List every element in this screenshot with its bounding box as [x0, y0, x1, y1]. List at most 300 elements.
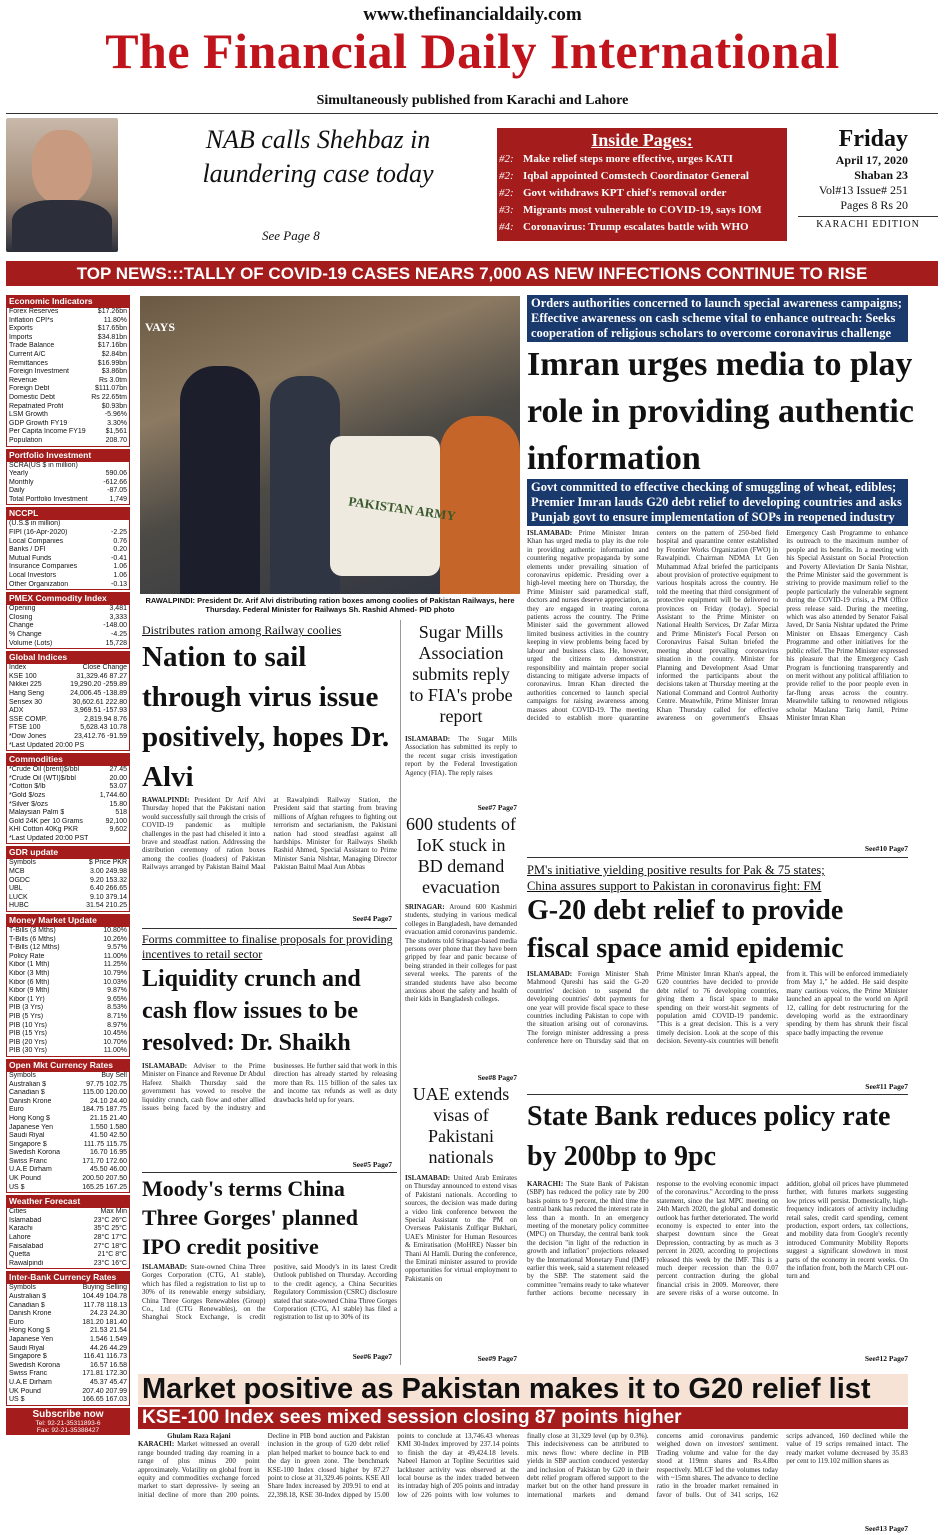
section-rule	[527, 1094, 908, 1095]
sidebar-row-value: $17.65bn	[97, 325, 127, 333]
sidebar-row-label: Change	[9, 622, 34, 630]
top-news-banner[interactable]: TOP NEWS:::TALLY OF COVID-19 CASES NEARS 7,000 AS NEW INFECTIONS CONTINUE TO RISE	[6, 261, 938, 286]
sidebar-row-label: Inflation CPI*s	[9, 316, 54, 324]
sidebar-data-row	[7, 334, 129, 343]
g20-dateline: ISLAMABAD:	[527, 970, 573, 978]
sidebar-row-label: Volume (Lots)	[9, 639, 53, 647]
sidebar-row-value: 15,728	[105, 639, 127, 647]
inside-page-number: #2:	[499, 170, 514, 182]
lead-teaser-see[interactable]: See Page 8	[262, 228, 320, 243]
sidebar-row-label: Kibor (1 Yr)	[9, 995, 45, 1003]
inside-page-item[interactable]	[497, 219, 787, 236]
sidebar-row-label: Hong Kong $	[9, 1327, 50, 1335]
sidebar-row-label: *Crude Oil (WTI)$/bbl	[9, 774, 76, 782]
imran-deck-line: Orders authorities concerned to launch special awareness campaigns;	[531, 296, 902, 310]
sidebar-row-value: 23°C 26°C	[93, 1216, 127, 1224]
sidebar-row-label: PIB (20 Yrs)	[9, 1038, 47, 1046]
bd-body-text: Around 600 Kashmiri students, studying in various medical colleges in Bangladesh, have demanded evacuation amid coronavirus pandemic. The students told Srinagar-based media persons over phone that they have been gripped by fear and panic because of being stranded in their colleges for past several weeks. The parents of the stranded students have also become anxious about the safety and health of their kids in Bangladesh colleges.	[405, 903, 517, 1004]
sidebar-data-row	[7, 1362, 129, 1371]
sidebar-data-row	[7, 783, 129, 792]
sidebar-row-label: T-Bills (12 Mths)	[9, 944, 60, 952]
sbp-body-text: The State Bank of Pakistan (SBP) has reduced the policy rate by 200 basis points to 9 percent, the third time the central bank has reduced the interest rate in less than a month. In an emergency meeting of the monetary policy committee (MPC) on Thursday, the central bank took the decision "in light of the reduction in growth and inflation" projections released by the International Monetary Fund (IMF) earlier this week, said a statement released by the SBP. The statement said the committee "remains ready to take whatever further actions become necessary in response to the evolving economic impact of the coronavirus." According to the press statement, since the last MPC meeting on 24th March 2020, the global and domestic outlook has further deteriorated. The world economy is expected to enter into the sharpest downturn since the Great Depression, contracting by as much as 3 percent in 2020, according to projections released this week by the IMF. This is a much deeper recession than the 0.07 percent contraction during the global financial crisis in 2009. Moreover, there are severe risks of a worse outcome. In addition, global oil prices have plummeted further, with futures markets suggesting low prices will persist. Domestically, high-frequency indicators of activity including retail sales, credit card spending, cement production, export orders, tax collections, and mobility data from Google's recently introduced Community Mobility Reports suggest a significant slowdown in most parts of the economy in recent weeks. On the inflation front, both the March CPI out-turn and	[527, 1180, 908, 1298]
market-body-text: Market witnessed an overall range bounded trading day roaming in a range of plus minus 200 point approximately. Volatility on global front in equity and commodities exchange forced market to start depressive- ly seeing an initial decline of more than 200 points. Decline in PIB bond auction and Pakistan inclusion in the group of G20 debt relief plan helped market to bounce back to end the day in green zone. The benchmark KSE-100 Index closed higher by 87.27 point to close at 31,329.46 points. KSE All Share Index increased by 209.91 to end at 22,398.18, KSE 30-Index dipped by 15.00 points to conclude at 13,746.43 whereas KMI 30-Index improved by 237.14 points to finish the day at 49,424.18 levels. Nabeel Haroon at Topline Securities said lackluster activity was observed at the local bourse as the index traded between its intraday high of 205 points and intraday low of 226 points with low volumes to finally close at 31,329 level (up by 0.3%). This indecisiveness can be attributed to mix news flow: where decline in PIB yields in SBP auction conduced yesterday and inclusion of Pakistan by G20 in their debt relief program offered support to the market but on the other hand pressure in international markets and demand concerns amid coronavirus pandemic weighed down on investors' sentiment. Trading volume and value for the day stood at 119mn shares and Rs.4.8bn respectively. MLCF led the volumes today with ~15mn shares. The advance to decline ratio in the broader market remained in favor of bulls. Out of 341 scrips, 162 scrips advanced, 160 declined while the value of 19 scrips remained intact. The ready market volume decreased by 35.83 per cent to 119.102 million shares as	[138, 1432, 908, 1499]
sidebar-data-row	[7, 437, 129, 446]
g20-body	[527, 970, 908, 1080]
issue-pages-price: Pages 8 Rs 20	[840, 198, 908, 212]
sidebar-row-label: Repatriated Profit	[9, 402, 64, 410]
sidebar-row-label: Rawalpindi	[9, 1259, 44, 1267]
sidebar-row-label: Lahore	[9, 1234, 31, 1242]
sidebar-data-row	[7, 970, 129, 979]
sidebar-row-value: 184.75 187.75	[82, 1106, 127, 1114]
sidebar-data-row	[7, 360, 129, 369]
imran-deck-2	[527, 479, 908, 526]
sidebar-row-label: HUBC	[9, 902, 29, 910]
sidebar-data-row	[7, 1124, 129, 1133]
moodys-body-text: State-owned China Three Gorges Corporation (CTG, A1 stable), which has filed a registration to list up to 30% of its renewable energy subsidiary, China Three Gorges Renewables (Group) Co., Ltd (CTG Renewables), on the Shanghai Stock Exchange, is credit positive, said Moody's in its latest Credit Outlook published on Thursday. According to the credit agency, a China Securities Regulatory Commission (CSRC) disclosure stated that state-owned China Three Gorges Corporation (CTG, A1 stable) has filed a registration to list up to 30% of its	[142, 1263, 397, 1322]
issue-date: April 17, 2020	[835, 153, 908, 167]
sidebar-row-value: Max Min	[100, 1208, 127, 1216]
sidebar-data-row	[7, 1039, 129, 1048]
sidebar-row-label: Swedish Korona	[9, 1361, 60, 1369]
sidebar-row-value: 0.20	[113, 546, 127, 554]
sidebar-data-row	[7, 927, 129, 936]
sidebar-data-row	[7, 317, 129, 326]
sidebar-row-label: Symbols	[9, 859, 36, 867]
sidebar-data-row	[7, 411, 129, 420]
sidebar-row-label: Kibor (6 Mth)	[9, 978, 50, 986]
sidebar-data-row	[7, 885, 129, 894]
sidebar-row-value: Buy Sell	[101, 1071, 127, 1079]
sidebar-row-label: Swiss Franc	[9, 1370, 48, 1378]
sidebar-row-label: Other Organization	[9, 580, 69, 588]
shehbaz-portrait-image	[6, 118, 118, 252]
market-see-more[interactable]: See#13 Page7	[864, 1524, 908, 1533]
sidebar-row-value: 15.80	[109, 800, 127, 808]
sidebar-row-value: 11.00%	[103, 952, 127, 960]
sidebar-data-row	[7, 470, 129, 479]
sidebar-row-value: 207.40 207.99	[82, 1387, 127, 1395]
sidebar-data-row	[7, 792, 129, 801]
sugar-dateline: ISLAMABAD:	[405, 735, 451, 743]
sidebar-data-row	[7, 936, 129, 945]
sidebar-data-row	[7, 1115, 129, 1124]
sidebar-row-label: Daily	[9, 487, 25, 495]
sidebar-row-value: 117.78 118.13	[83, 1301, 127, 1309]
sidebar-data-row	[7, 1251, 129, 1260]
sidebar-row-value: 31.54 210.25	[86, 902, 127, 910]
sidebar-economic-section	[6, 295, 130, 447]
sidebar-data-row	[7, 690, 129, 699]
sidebar-row-value: 171.70 172.60	[82, 1157, 127, 1165]
sidebar-row-value: 10.80%	[103, 927, 127, 935]
sidebar-row-value: Rs 3.0tm	[98, 376, 127, 384]
sidebar-row-value: -612.66	[103, 478, 127, 486]
sidebar-data-row	[7, 325, 129, 334]
liquidity-headline[interactable]: Liquidity crunch and cash flow issues to be resolved: Dr. Shaikh	[142, 966, 361, 1056]
sidebar-data-row	[7, 979, 129, 988]
subscribe-tel: Tel: 92-21-35311893-6	[35, 1419, 101, 1427]
liquidity-body-text: Adviser to the Prime Minister on Finance and Revenue Dr Abdul Hafeez Shaikh Thursday said the government has vowed to resolve the liquidity crunch, cash flow and other allied issues being faced by the industry and businesses. He further said that work in this direction has already started by releasing more than Rs. 115 billion of the sales tax and income tax refunds as well as duty drawbacks held up for years.	[142, 1062, 397, 1113]
inside-page-item[interactable]	[497, 168, 787, 185]
sidebar-row-label: Islamabad	[9, 1216, 42, 1224]
sidebar-data-row	[7, 1293, 129, 1302]
inside-page-title: Migrants most vulnerable to COVID-19, says IOM	[523, 204, 762, 216]
sidebar-row-label: Insurance Companies	[9, 563, 78, 571]
alvi-body	[142, 796, 397, 914]
imran-body-text: Prime Minister Imran Khan has urged media to play its due role in providing authentic information and countering negative propaganda by some elements under prevailing situation of coronavirus epidemic. Presiding over a high-level meeting here on Thursday, the Prime Minister said paramedical staff, doctors and nurses deserve appreciation, as they are engaged in treating corona patients across the country. The Prime Minister said the government allowed limited business activities in the country keeping in view problems being faced by labour and business class. He, however, urged the citizens to demonstrate responsibility and maintain proper social distancing to mitigate adverse impacts of coronavirus. Imran Khan directed the authorities concerned to launch special campaigns for raising awareness among masses about COVID-19. The meeting decided to establish more quarantine centers on the pattern of 250-bed field hospital and quarantine center established by Frontier Works Organization (FWO) in Rawalpindi. Chairman NDMA Lt Gen Muhammad Afzal briefed the participants about provision of protective equipment to various hospitals across the country. He told the meeting that third consignment of protective equipment will be delivered to provinces on Friday (today). Special Assistant to the Prime Minister on National Health Services, Dr Zafar Mirza and Prime Minister's Focal Person on Coronavirus Faisal Sultan briefed the meeting about prevailing coronavirus situation in the country. Minister for Planning and Development Asad Umar informed the participants about the decisions taken at Thursday meeting at the National Command and Control Authority Centre. Meanwhile, Prime Minister Imran Khan Thursday called for effective awareness on government's Ehsaas Emergency Cash Programme to enhance its outreach to the maximum number of people and its benefits. In a meeting with his Special Assistant on Social Protection and Poverty Alleviation Dr Sania Nishtar, the Prime Minister said the government is striving to provide maximum relief to the people particularly the vulnerable segment during the COVID-19 crisis, a PM Office press release said. During the meeting, which was also attended by Senator Faisal Javed, Dr Sania Nishtar updated the Prime Minister on Ehsaas Emergency Cash Programme and other initiatives for the public relief. The Prime Minister expressed his pleasure that the Emergency Cash Program is functioning transparently and on merit without any political affiliation to provide relief to the poor people even in far-flung areas across the country. Meanwhile talking to renowned religious scholar Maulana Tariq Jamil, Prime Minister Imran Khan	[527, 529, 908, 722]
sidebar-row-value: 10.70%	[103, 1038, 127, 1046]
sidebar-row-label: Foreign Debt	[9, 385, 50, 393]
market-byline: Ghulam Raza Rajani	[167, 1432, 231, 1440]
sidebar-row-label: T-Bills (6 Mths)	[9, 935, 56, 943]
sidebar-data-row	[7, 1047, 129, 1056]
sidebar-row-label: Trade Balance	[9, 342, 55, 350]
sidebar-data-row	[7, 581, 129, 590]
sidebar-row-value: 5,628.43 10.78	[80, 724, 127, 732]
imran-deck-line: cooperation of religious scholars to overcome coronavirus challenge	[531, 326, 892, 340]
sidebar-data-row	[7, 1260, 129, 1269]
sidebar-data-row	[7, 835, 129, 844]
sidebar-row-value: 30,602.61 222.80	[72, 698, 127, 706]
sidebar-row-value: 181.20 181.40	[82, 1318, 127, 1326]
issue-edition: KARACHI EDITION	[798, 216, 938, 230]
sidebar-data-row	[7, 546, 129, 555]
g20-kicker-2: China assures support to Pakistan in coronavirus fight: FM	[527, 879, 822, 893]
sidebar-economic-title: Economic Indicators	[6, 295, 130, 307]
uae-see-more[interactable]: See#9 Page7	[477, 1354, 517, 1363]
sidebar-row-value: 3,333	[109, 613, 127, 621]
sidebar-nccpl-title: NCCPL	[6, 507, 130, 519]
inside-page-title: Iqbal appointed Comstech Coordinator General	[523, 170, 749, 182]
sidebar-row-value: 8.97%	[107, 1021, 127, 1029]
g20-see-more[interactable]: See#11 Page7	[865, 1082, 908, 1091]
sidebar-row-label: PIB (10 Yrs)	[9, 1021, 47, 1029]
sidebar-row-value: Rs 22.65tm	[91, 393, 127, 401]
sidebar-row-label: Yearly	[9, 470, 29, 478]
photo-caption: RAWALPINDI: President Dr. Arif Alvi distributing ration boxes among coolies of Pakistan Railways, here Thursday. Federal Minister for Railways Sh. Rashid Ahmed- PID photo	[145, 596, 515, 614]
sidebar-data-row	[7, 342, 129, 351]
inside-page-item[interactable]	[497, 151, 787, 168]
sidebar-pmex-title: PMEX Commodity Index	[6, 592, 130, 604]
sidebar-row-label: Opening	[9, 605, 36, 613]
sidebar-row-value: 21°C 8°C	[97, 1251, 127, 1259]
sidebar-row-value: 8.71%	[107, 1012, 127, 1020]
subscribe-fax: Fax: 92-21-35388427	[36, 1426, 100, 1434]
sidebar-row-label: Swedish Korona	[9, 1149, 60, 1157]
sidebar-data-row	[7, 1132, 129, 1141]
sidebar-row-label: FTSE 100	[9, 724, 41, 732]
sidebar-row-value: 10.79%	[103, 970, 127, 977]
bd-see-more[interactable]: See#8 Page7	[477, 1073, 517, 1082]
sidebar-row-value: 10.03%	[103, 978, 127, 986]
sidebar-data-row	[7, 496, 129, 505]
sidebar-row-label: SCRA(US $ in million)	[9, 461, 78, 469]
sidebar-row-value: 166.65 167.03	[82, 1396, 127, 1404]
lead-teaser-headline[interactable]: NAB calls Shehbaz in laundering case today	[202, 125, 434, 188]
sidebar-row-label: % Change	[9, 631, 42, 638]
sidebar-data-row	[7, 385, 129, 394]
sidebar-row-label: Cities	[9, 1208, 27, 1216]
alvi-see-more[interactable]: See#4 Page7	[352, 914, 392, 923]
sidebar-data-row	[7, 1225, 129, 1234]
sidebar-row-label: Japanese Yen	[9, 1123, 53, 1131]
inside-page-title: Govt withdraws KPT chief's removal order	[523, 187, 727, 199]
sidebar-row-label: Local Investors	[9, 572, 57, 580]
sidebar-row-value: 35°C 25°C	[93, 1225, 127, 1233]
sidebar-data-row	[7, 614, 129, 623]
uae-visas-headline[interactable]: UAE extends visas of Pakistani nationals	[412, 1084, 510, 1167]
sidebar-row-label: Gold 24K per 10 Grams	[9, 817, 83, 825]
sidebar-row-label: Remittances	[9, 359, 48, 367]
sidebar-row-value: -4.25	[111, 631, 127, 638]
sbp-dateline: KARACHI:	[527, 1180, 564, 1188]
g20-headline[interactable]: G-20 debt relief to provide fiscal space amid epidemic	[527, 895, 844, 964]
sidebar-row-label: LSM Growth	[9, 411, 48, 419]
sidebar-data-row	[7, 724, 129, 733]
uae-dateline: ISLAMABAD:	[405, 1174, 451, 1182]
sidebar-row-value: 1.06	[113, 563, 127, 571]
sidebar-data-row	[7, 1004, 129, 1013]
sidebar-row-label: PIB (15 Yrs)	[9, 1030, 47, 1038]
sidebar-row-label: *Silver $/ozs	[9, 800, 48, 808]
sidebar-row-value: 10.45%	[103, 1030, 127, 1038]
issue-day: Friday	[838, 126, 908, 152]
moodys-see-more[interactable]: See#6 Page7	[352, 1352, 392, 1361]
sidebar-row-label: Swiss Franc	[9, 1157, 48, 1165]
sidebar-row-label: Euro	[9, 1318, 24, 1326]
sidebar-row-label: Faisalabad	[9, 1242, 44, 1250]
sidebar-row-label: OGDC	[9, 876, 30, 884]
header-rule	[6, 113, 938, 114]
bd-students-headline[interactable]: 600 students of IoK stuck in BD demand evacuation	[406, 814, 516, 897]
sidebar-row-value: $17.16bn	[97, 342, 127, 350]
sidebar-row-value: 171.81 172.30	[82, 1370, 127, 1378]
liquidity-see-more[interactable]: See#5 Page7	[352, 1160, 392, 1169]
subscribe-box[interactable]	[6, 1408, 130, 1435]
sidebar-data-row	[7, 622, 129, 631]
sidebar-global-section	[6, 651, 130, 751]
sidebar-row-label: Revenue	[9, 376, 38, 384]
inside-page-item[interactable]	[497, 202, 787, 219]
sidebar-row-value: 9.65%	[107, 995, 127, 1003]
sidebar-data-row	[7, 529, 129, 538]
bd-dateline: SRINAGAR:	[405, 903, 445, 911]
sidebar-data-row	[7, 801, 129, 810]
sidebar-row-value: 9.57%	[107, 944, 127, 952]
sidebar-data-row	[7, 640, 129, 649]
sidebar-row-value: Buying Selling	[82, 1284, 127, 1292]
sidebar-row-value: 1,744.60	[99, 791, 127, 799]
sidebar-data-row	[7, 809, 129, 818]
sidebar-row-label: Banks / DFI	[9, 546, 46, 554]
sidebar-data-row	[7, 403, 129, 412]
sidebar-data-row	[7, 877, 129, 886]
sidebar-row-value: 116.41 116.73	[83, 1353, 127, 1361]
sbp-headline[interactable]: State Bank reduces policy rate by 200bp to 9pc	[527, 1101, 891, 1172]
site-url[interactable]: www.thefinancialdaily.com	[363, 4, 582, 25]
sidebar-row-label: PIB (3 Yrs)	[9, 1004, 44, 1012]
sidebar-row-label: Singapore $	[9, 1140, 47, 1148]
market-body	[138, 1432, 908, 1524]
sidebar-data-row	[7, 1302, 129, 1311]
sidebar-row-label: GDP Growth FY19	[9, 419, 68, 427]
sbp-body	[527, 1180, 908, 1352]
sidebar-data-row	[7, 681, 129, 690]
sidebar-row-value: 20.00	[109, 774, 127, 782]
sidebar-portfolio-title: Portfolio Investment	[6, 449, 130, 461]
sidebar-data-row	[7, 1327, 129, 1336]
sidebar-data-row	[7, 1234, 129, 1243]
sidebar-row-value: 45.37 45.47	[90, 1378, 127, 1386]
sidebar-row-value: 9,602	[109, 826, 127, 834]
sidebar-row-label: KSE 100	[9, 672, 37, 680]
imran-deck	[527, 295, 908, 342]
sidebar-row-value: 9.10 379.14	[90, 893, 127, 901]
sidebar-data-row	[7, 987, 129, 996]
sidebar-row-label: PIB (30 Yrs)	[9, 1047, 47, 1055]
market-headline[interactable]: Market positive as Pakistan makes it to G20 relief list	[138, 1374, 908, 1405]
imran-body	[527, 529, 908, 842]
sidebar-row-value: $0.93bn	[101, 402, 127, 410]
photo-bag-text: PAKISTAN ARMY	[347, 493, 457, 524]
inside-page-item[interactable]	[497, 185, 787, 202]
sidebar-row-value: 3.30%	[107, 419, 127, 427]
sidebar-row-label: Nikkei 225	[9, 681, 42, 689]
sidebar-row-label: Current A/C	[9, 350, 46, 358]
sidebar-row-label: UK Pound	[9, 1387, 41, 1395]
sidebar-data-row	[7, 605, 129, 614]
sidebar-row-value: 24,006.45 -138.89	[70, 689, 127, 697]
sidebar-row-label: Forex Reserves	[9, 308, 59, 315]
section-rule	[142, 1172, 397, 1173]
sidebar-row-label: Symbols	[9, 1071, 36, 1079]
section-rule	[142, 928, 397, 929]
sidebar-row-value: 1.550 1.580	[90, 1123, 127, 1131]
sidebar-row-value: 21.53 21.54	[90, 1327, 127, 1335]
photo-sign-text: VAYS	[145, 320, 176, 334]
sbp-see-more[interactable]: See#12 Page7	[864, 1354, 908, 1363]
g20-kicker-1: PM's initiative yielding positive results for Pak & 75 states;	[527, 863, 825, 877]
sidebar-data-row	[7, 1208, 129, 1217]
sidebar-data-row	[7, 961, 129, 970]
sidebar-row-label: Policy Rate	[9, 952, 45, 960]
imran-deck2-line: Govt committed to effective checking of smuggling of wheat, edibles;	[531, 480, 897, 494]
inside-pages-title: Inside Pages:	[591, 130, 693, 150]
sidebar-row-value: 0.76	[113, 537, 127, 545]
imran-deck2-line: Punjab govt to ensure implementation of SOPs in reopened industry	[531, 510, 895, 524]
sidebar-row-value: 165.25 167.25	[82, 1183, 127, 1191]
sidebar-data-row	[7, 775, 129, 784]
imran-see-more[interactable]: See#10 Page7	[864, 844, 908, 853]
masthead-subtitle: Simultaneously published from Karachi and Lahore	[316, 93, 629, 108]
imran-headline[interactable]: Imran urges media to play role in providing authentic information	[527, 346, 914, 477]
sidebar-row-label: FIPI (16-Apr-2020)	[9, 529, 68, 537]
issue-islamic-date: Shaban 23	[854, 168, 908, 182]
sidebar-row-label: U.A.E Dirham	[9, 1378, 52, 1386]
sidebar-data-row	[7, 944, 129, 953]
sidebar-row-label: Exports	[9, 325, 33, 333]
sidebar-row-label: ADX	[9, 707, 24, 715]
sidebar-row-value: -0.41	[111, 554, 127, 562]
sidebar-data-row	[7, 742, 129, 751]
sidebar-data-row	[7, 1243, 129, 1252]
sidebar-row-label: Per Capita Income FY19	[9, 428, 86, 436]
sidebar-data-row	[7, 1022, 129, 1031]
alvi-kicker: Distributes ration among Railway coolies	[142, 623, 342, 637]
sidebar-data-row	[7, 902, 129, 911]
inside-page-title: Coronavirus: Trump escalates battle with WHO	[523, 221, 749, 233]
alvi-ration-photo	[140, 296, 520, 594]
sidebar-row-label: Closing	[9, 613, 33, 621]
sugar-see-more[interactable]: See#7 Page7	[477, 803, 517, 812]
alvi-headline[interactable]: Nation to sail through virus issue positively, hopes Dr. Alvi	[142, 641, 390, 793]
sidebar-data-row	[7, 520, 129, 529]
sidebar-row-label: LUCK	[9, 893, 28, 901]
sidebar-row-value: 92,100	[105, 817, 127, 825]
sidebar-data-row	[7, 377, 129, 386]
liquidity-dateline: ISLAMABAD:	[142, 1062, 188, 1070]
sidebar-weather-section	[6, 1195, 130, 1269]
sidebar-data-row	[7, 1310, 129, 1319]
sidebar-commodities-section	[6, 753, 130, 844]
sidebar-data-row	[7, 1184, 129, 1193]
sidebar-data-row	[7, 1396, 129, 1405]
sidebar-row-value: $16.99bn	[97, 359, 127, 367]
sidebar-row-label: Saudi Riyal	[9, 1344, 45, 1352]
sidebar-row-label: Canadian $	[9, 1301, 45, 1309]
sidebar-data-row	[7, 673, 129, 682]
sidebar-row-label: *Crude Oil (brent)$/bbl	[9, 766, 80, 774]
sidebar-data-row	[7, 1388, 129, 1397]
sidebar-row-label: T-Bills (3 Mths)	[9, 927, 56, 935]
liquidity-body	[142, 1062, 397, 1158]
sidebar-row-value: $1,561	[105, 428, 127, 436]
sidebar-row-label: Local Companies	[9, 537, 64, 545]
sidebar-row-label: US $	[9, 1396, 25, 1404]
sidebar-row-label: KHI Cotton 40Kg PKR	[9, 826, 78, 834]
sidebar-data-row	[7, 1319, 129, 1328]
sidebar-money-title: Money Market Update	[6, 914, 130, 926]
sidebar-nccpl-section	[6, 507, 130, 590]
sugar-body-text: The Sugar Mills Association has submitted its reply to the recent sugar crisis investigation report by the Federal Investigation Agency (FIA). The reply raises	[405, 735, 517, 777]
sidebar-data-row	[7, 420, 129, 429]
sidebar-row-value: 11.80%	[103, 316, 127, 324]
subscribe-title: Subscribe now	[32, 1408, 104, 1420]
sidebar-row-label: Monthly	[9, 478, 34, 486]
market-dateline: KARACHI:	[138, 1440, 175, 1449]
alvi-dateline: RAWALPINDI:	[142, 796, 190, 804]
sidebar-row-value: 1.546 1.549	[90, 1335, 127, 1343]
sidebar-row-value: 2,819.94 8.76	[84, 715, 127, 723]
sidebar-row-value: 11.00%	[103, 1047, 127, 1055]
sidebar-row-value: -5.96%	[104, 411, 127, 419]
sidebar-row-value: 97.75 102.75	[86, 1080, 127, 1088]
sidebar-row-label: Mutual Funds	[9, 554, 52, 562]
moodys-headline[interactable]: Moody's terms China Three Gorges' planned IPO credit positive	[142, 1176, 358, 1259]
sugar-headline[interactable]: Sugar Mills Association submits reply to FIA's probe report	[409, 622, 513, 726]
sidebar-row-label: Danish Krone	[9, 1097, 52, 1105]
sidebar-row-value: 44.26 44.29	[90, 1344, 127, 1352]
sidebar-row-value: 21.15 21.40	[90, 1114, 127, 1122]
sidebar-gdr-section	[6, 846, 130, 912]
sidebar-interbank-title: Inter-Bank Currency Rates	[6, 1271, 130, 1283]
sidebar-row-value: 1.06	[113, 572, 127, 580]
sidebar-data-row	[7, 555, 129, 564]
sidebar-row-label: *Last Updated 20:00 PS	[9, 741, 85, 749]
sidebar-row-label: US $	[9, 1183, 25, 1191]
sidebar-row-label: (U.S.$ in million)	[9, 520, 61, 528]
